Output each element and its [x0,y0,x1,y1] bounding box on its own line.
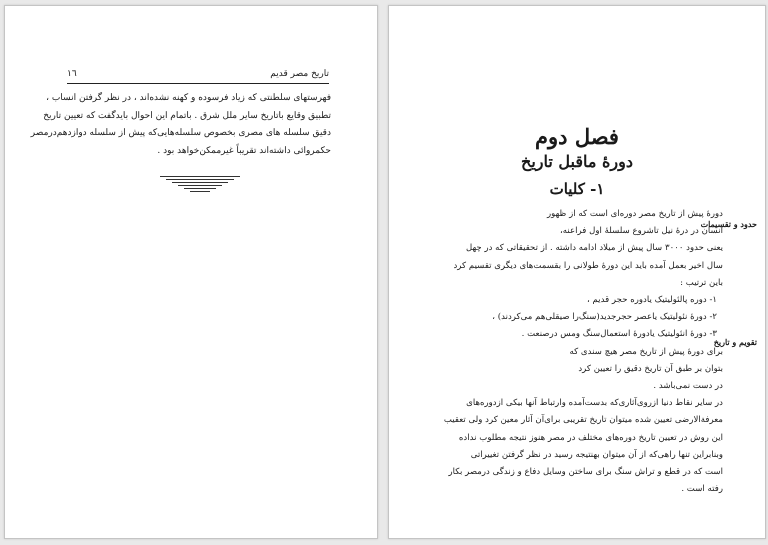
sidenote-boundaries: حدود و تقسیمات [700,219,757,229]
chapter-title: فصل دوم [535,124,619,149]
left-page [4,5,378,539]
text-line: یعنی حدود ۳۰۰۰ سال پیش از میلاد ادامه داشته . از تحقیقاتی که در چهل [465,243,723,254]
text-line: سال اخیر بعمل آمده باید این دورهٔ طولانی را بقسمت‌های دیگری تقسیم کرد [453,260,723,271]
left-paragraph [30,90,331,160]
page-number: ١٦ [67,69,77,79]
text-line: برای دورهٔ پیش از تاریخ مصر هیچ سندی که [569,346,723,357]
sidenote-chronology: تقویم و تاریخ [713,337,757,347]
text-line: در سایر نقاط دنیا از‌روی‌آثاری‌که بدست‌آمده و‌ارتباط آنها بیکی ازدوره‌های [466,398,723,409]
text-line: حکمروائی داشته‌اند تقریباً غیرممکن‌خواهد بود . [157,145,331,156]
header-rule [67,83,329,84]
end-ornament [160,176,240,194]
text-line: تطبیق وقایع باتاریخ سایر ملل شرق . باتمام این احوال بایدگفت که تعیین تاریخ [43,110,331,121]
text-line: در دست نمی‌باشد . [653,381,723,392]
list-item: ۳- دورهٔ انئولیتیک یادورهٔ استعمال‌سنگ ومس درصنعت . [521,329,717,340]
text-line: است که در قطع و تراش سنگ برای ساختن وسایل دفاع و زندگی درمصر بکار [448,467,723,478]
subsection-title: ۱- کلیات [549,180,605,198]
text-line: دورهٔ پیش از تاریخ مصر دوره‌ای است که از ظهور [547,209,723,219]
running-title: تاریخ مصر قدیم [270,69,329,79]
text-line: باین ترتیب : [680,277,723,288]
text-line: بتوان بر طبق آن تاریخ دقیق را تعیین کرد [578,363,723,374]
right-body-text [423,206,723,498]
right-page [388,5,766,539]
section-title: دورهٔ ماقبل تاریخ [521,152,633,171]
text-line: معرفةالارضی تعیین شده میتوان تاریخ تقریبی برای‌آن آثار معین کرد ولی تعقیب [443,415,723,426]
running-header [67,69,329,81]
list-item: ۲- دورهٔ نئولیتیک یا‌عصر حجرجدید(سنگ‌را صیقلی‌هم می‌کردند) ، [492,312,717,323]
text-line: وبنابراین تنها راهی‌که از آن میتوان بهنتیجه رسید در نظر گرفتن تغییراتی [470,449,723,460]
text-line: فهرستهای سلطنتی که زیاد فرسوده و کهنه نشده‌اند ، در نظر گرفتن انساب ، [46,93,331,103]
text-line: دقیق سلسله های مصری بخصوص سلسله‌هایی‌که پیش از سلسله دوازدهم‌درمصر [30,128,331,138]
text-line: انسان در درهٔ نیل تا‌شروع سلسلهٔ اول فراعنه، [560,226,723,237]
text-line: این روش در تعیین تاریخ دوره‌های مختلف در مصر هنوز نتیجه مطلوب نداده [458,432,723,443]
list-item: ۱- دوره پالئولیتیک یادوره حجر قدیم ، [586,295,717,306]
text-line: رفته است . [681,484,723,495]
